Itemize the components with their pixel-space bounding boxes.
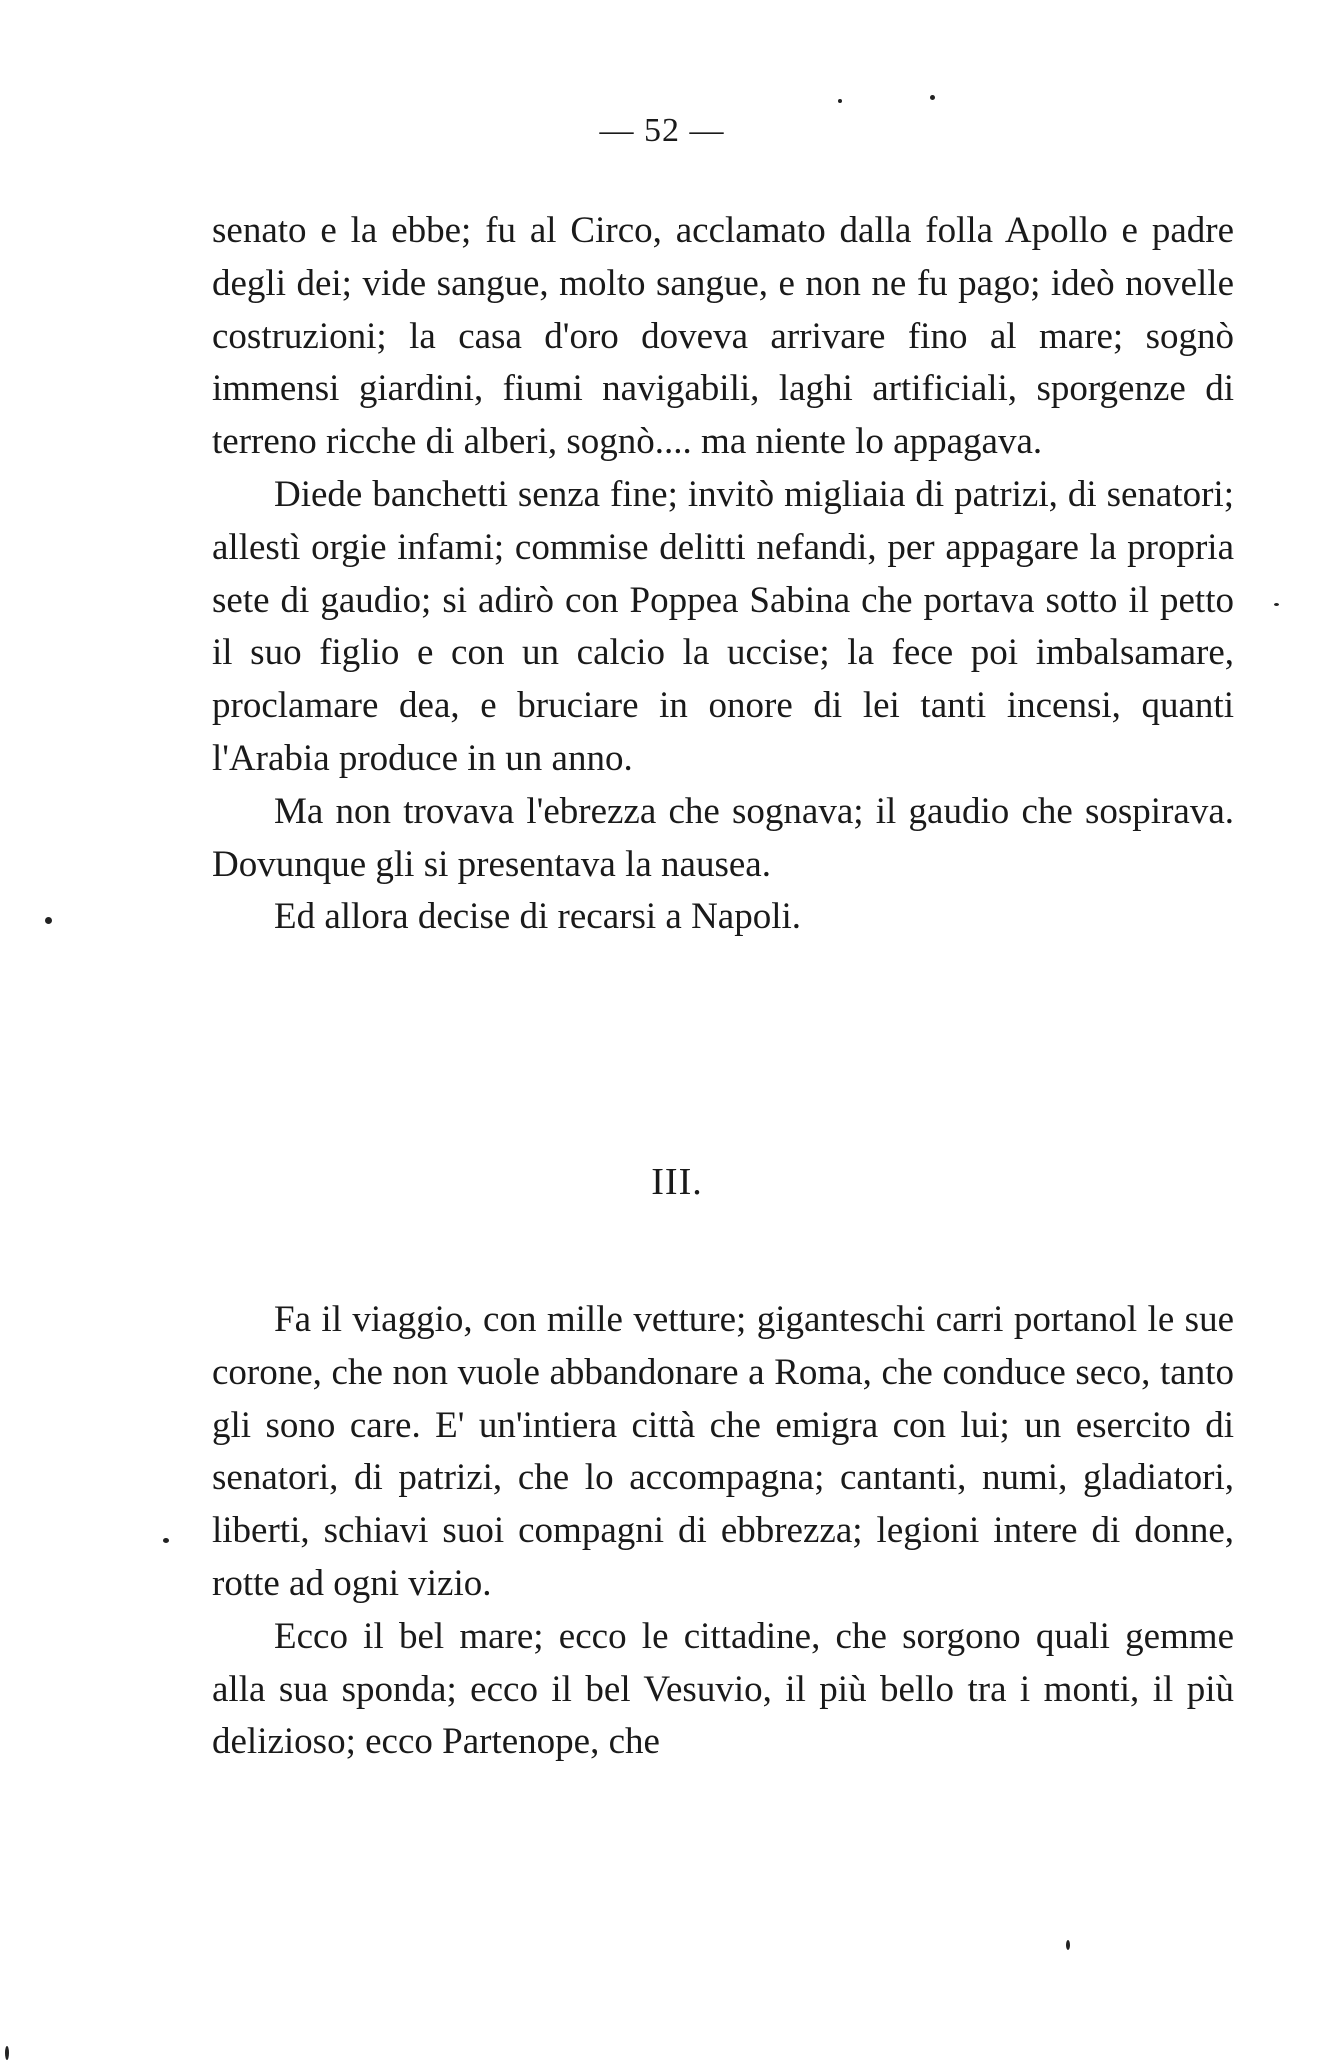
text-block-before-heading xyxy=(212,205,1234,944)
print-speck xyxy=(5,2046,9,2060)
print-speck xyxy=(45,917,52,924)
print-speck xyxy=(1274,603,1279,606)
paragraph: Fa il viaggio, con mille vetture; giganteschi carri portanol le sue corone, che non vuole abbandonare a Roma, che conduce seco, tanto gli sono care. E' un'intiera città che emigra con lui; un esercito di senatori, di patrizi, che lo accompagna; cantanti, numi, gladiatori, liberti, schiavi suoi compagni di ebbrezza; legioni intere di donne, rotte ad ogni vizio. xyxy=(212,1299,1234,1604)
text-block-after-heading xyxy=(212,1294,1234,1769)
print-speck xyxy=(930,95,935,100)
section-heading: III. xyxy=(651,1161,703,1203)
paragraph: Ecco il bel mare; ecco le cittadine, che sorgono quali gemme alla sua sponda; ecco il bel Vesuvio, il più bello tra i monti, il più delizioso; ecco Partenope, che xyxy=(212,1615,1234,1763)
paragraph: senato e la ebbe; fu al Circo, acclamato dalla folla Apollo e padre degli dei; vide sangue, molto sangue, e non ne fu pago; ideò novelle costruzioni; la casa d'oro doveva arrivare fino al mare; sognò immensi giardini, fiumi navigabili, laghi artificiali, sporgenze di terreno ricche di alberi, sognò.... ma niente lo appagava. xyxy=(212,210,1234,463)
page-number: — 52 — xyxy=(599,112,725,149)
print-speck xyxy=(163,1538,169,1543)
paragraph: Diede banchetti senza fine; invitò migliaia di patrizi, di senatori; allestì orgie infami; commise delitti nefandi, per appagare la propria sete di gaudio; si adirò con Poppea Sabina che portava sotto il petto il suo figlio e con un calcio la uccise; la fece poi imbalsamare, proclamare dea, e bruciare in onore di lei tanti incensi, quanti l'Arabia produce in un anno. xyxy=(212,473,1234,779)
print-speck xyxy=(1066,1940,1070,1950)
paragraph: Ed allora decise di recarsi a Napoli. xyxy=(274,896,802,938)
print-speck xyxy=(838,99,842,103)
paragraph: Ma non trovava l'ebrezza che sognava; il gaudio che sospirava. Dovunque gli si presentava la nausea. xyxy=(212,790,1234,885)
